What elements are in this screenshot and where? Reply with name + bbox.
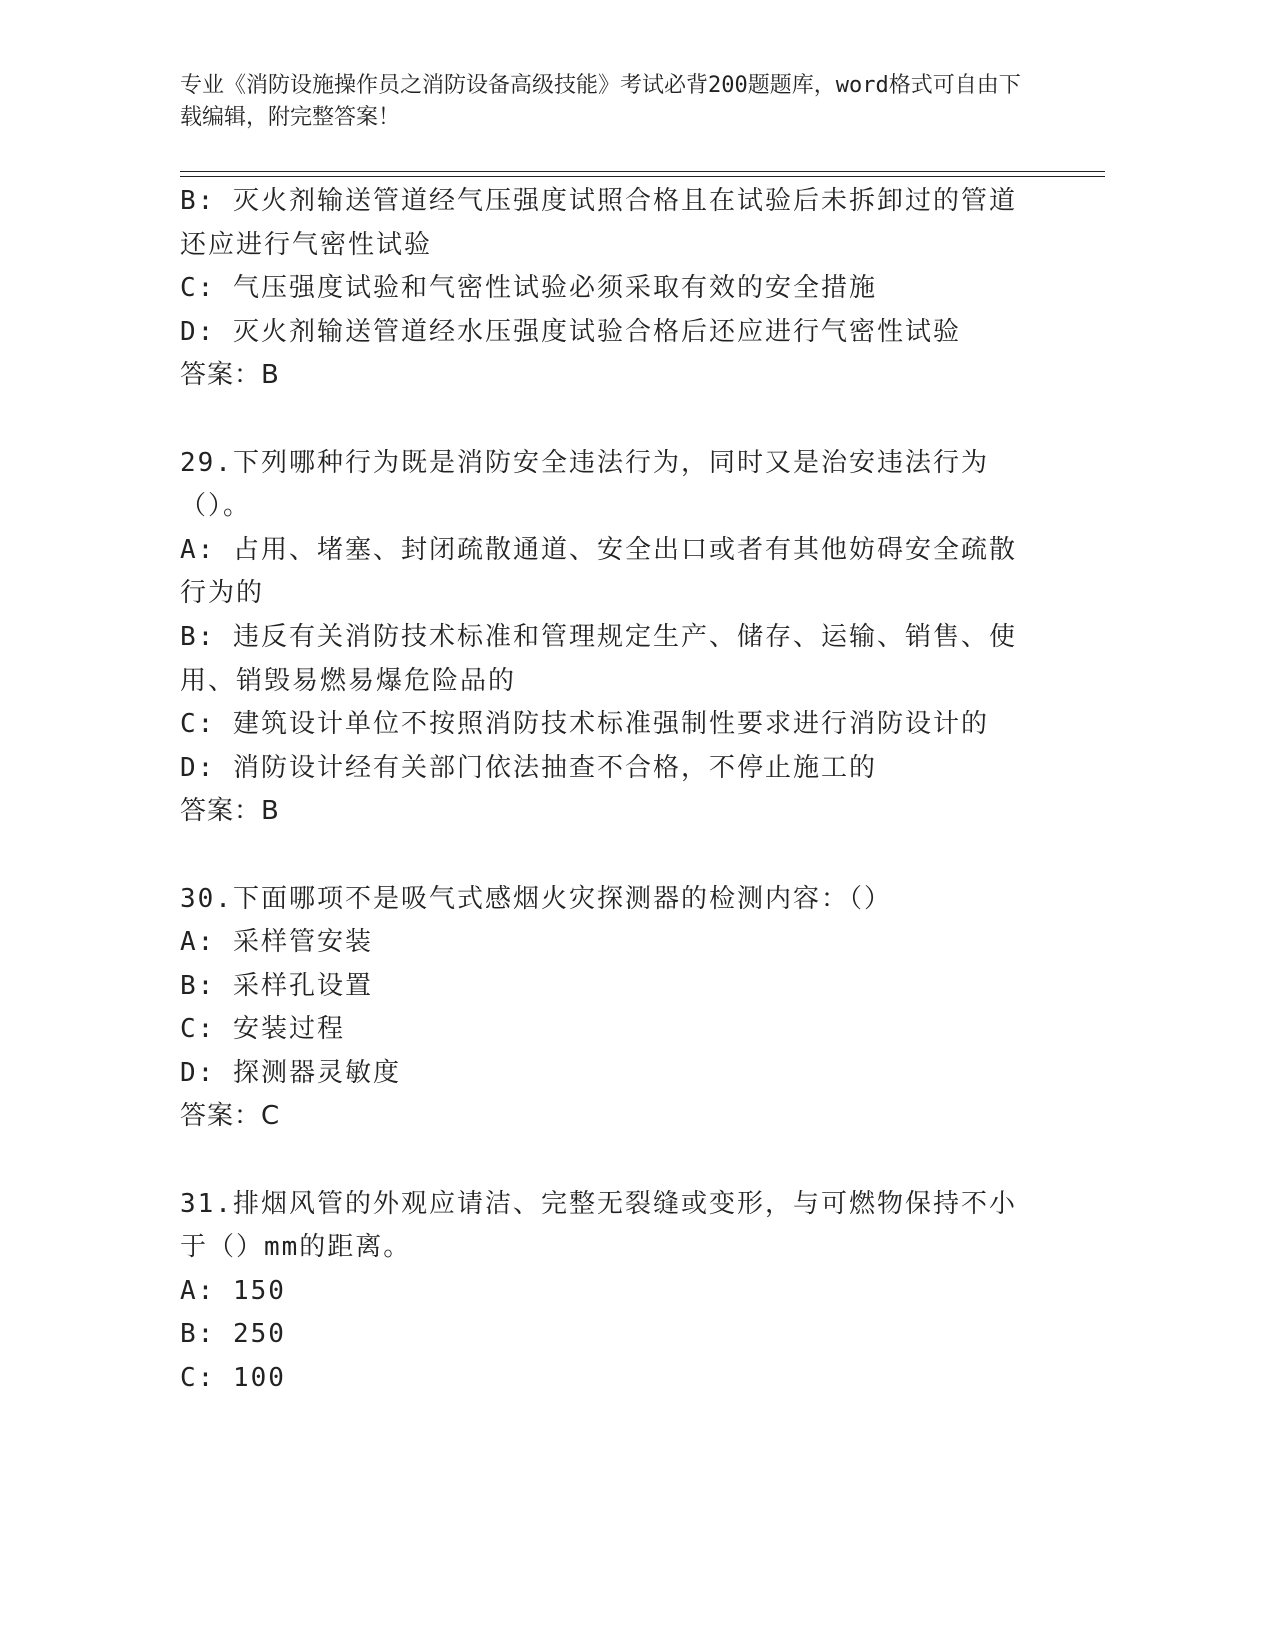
- option-a: A: 占用、堵塞、封闭疏散通道、安全出口或者有其他妨碍安全疏散行为的: [180, 534, 1017, 609]
- question-29-block: [180, 442, 1040, 834]
- option-b: B: 违反有关消防技术标准和管理规定生产、储存、运输、销售、使用、销毁易燃易爆危险品的: [180, 621, 1017, 696]
- option-c: C: 气压强度试验和气密性试验必须采取有效的安全措施: [180, 273, 877, 304]
- option-c: C: 安装过程: [180, 1014, 345, 1045]
- option-a: A: 采样管安装: [180, 927, 373, 958]
- question-text: 31.排烟风管的外观应请洁、完整无裂缝或变形，与可燃物保持不小于（）mm的距离。: [180, 1188, 1017, 1263]
- option-c: C: 建筑设计单位不按照消防技术标准强制性要求进行消防设计的: [180, 709, 989, 740]
- question-content: [180, 180, 1040, 1401]
- option-d: D: 灭火剂输送管道经水压强度试验合格后还应进行气密性试验: [180, 316, 961, 347]
- header-rule-top: [180, 171, 1105, 172]
- question-text: 29.下列哪种行为既是消防安全违法行为，同时又是治安违法行为（）。: [180, 447, 989, 522]
- answer: 答案：B: [180, 360, 280, 391]
- document-header: 专业《消防设施操作员之消防设备高级技能》考试必背200题题库，word格式可自由下载编辑，附完整答案！: [180, 73, 1021, 130]
- question-31-block: [180, 1183, 1040, 1401]
- previous-question-block: [180, 180, 1040, 398]
- option-b: B: 采样孔设置: [180, 970, 373, 1001]
- option-d: D: 探测器灵敏度: [180, 1057, 401, 1088]
- answer: 答案：C: [180, 1101, 281, 1132]
- option-c: C: 100: [180, 1363, 286, 1394]
- answer: 答案：B: [180, 796, 280, 827]
- option-b: B: 灭火剂输送管道经气压强度试照合格且在试验后未拆卸过的管道还应进行气密性试验: [180, 186, 1017, 260]
- spacer: [180, 398, 1040, 442]
- option-d: D: 消防设计经有关部门依法抽查不合格，不停止施工的: [180, 752, 877, 783]
- question-30-block: [180, 878, 1040, 1140]
- spacer: [180, 834, 1040, 878]
- option-a: A: 150: [180, 1275, 286, 1306]
- header-rule-bottom: [180, 176, 1105, 177]
- option-b: B: 250: [180, 1319, 286, 1350]
- spacer: [180, 1139, 1040, 1183]
- question-text: 30.下面哪项不是吸气式感烟火灾探测器的检测内容：（）: [180, 883, 892, 914]
